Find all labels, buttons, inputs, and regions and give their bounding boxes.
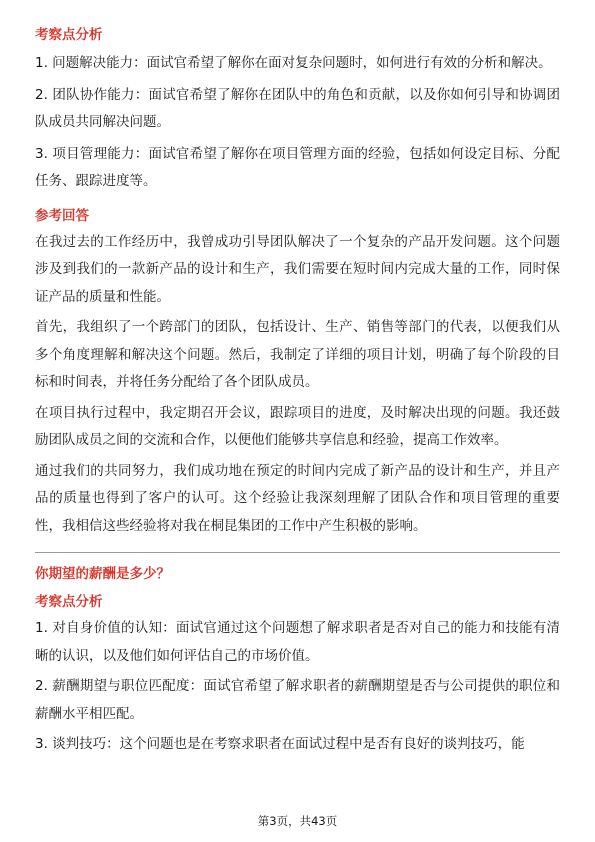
- section-heading-analysis-1: 考察点分析: [35, 27, 103, 43]
- section-divider: [35, 552, 560, 553]
- question-heading: 你期望的薪酬是多少？: [35, 566, 170, 582]
- analysis-item-1: 1. 问题解决能力：面试官希望了解你在面对复杂问题时，如何进行有效的分析和解决。: [35, 55, 552, 71]
- answer-paragraph-1: 在我过去的工作经历中，我曾成功引导团队解决了一个复杂的产品开发问题。这个问题涉及到我们的一款新产品的设计和生产，我们需要在短时间内完成大量的工作，同时保证产品的质量和性能。: [35, 233, 560, 305]
- analysis-item-3: 3. 项目管理能力：面试官希望了解你在项目管理方面的经验，包括如何设定目标、分配任务、跟踪进度等。: [35, 145, 560, 189]
- page-number-footer: 第3页，共43页: [257, 814, 338, 828]
- analysis-item-4: 1. 对自身价值的认知：面试官通过这个问题想了解求职者是否对自己的能力和技能有清晰的认识，以及他们如何评估自己的市场价值。: [35, 620, 560, 664]
- document-page: [35, 0, 560, 759]
- answer-paragraph-2: 首先，我组织了一个跨部门的团队，包括设计、生产、销售等部门的代表，以便我们从多个角度理解和解决这个问题。然后，我制定了详细的项目计划，明确了每个阶段的目标和时间表，并将任务分配给了各个团队成员。: [35, 319, 560, 390]
- analysis-item-5: 2. 薪酬期望与职位匹配度：面试官希望了解求职者的薪酬期望是否与公司提供的职位和薪酬水平相匹配。: [35, 678, 560, 722]
- section-heading-analysis-2: 考察点分析: [35, 594, 103, 610]
- answer-paragraph-4: 通过我们的共同努力，我们成功地在预定的时间内完成了新产品的设计和生产，并且产品的质量也得到了客户的认可。这个经验让我深刻理解了团队合作和项目管理的重要性，我相信这些经验将对我在桐昆集团的工作中产生积极的影响。: [35, 462, 560, 534]
- section-heading-answer: 参考回答: [35, 207, 89, 224]
- analysis-item-6: 3. 谈判技巧：这个问题也是在考察求职者在面试过程中是否有良好的谈判技巧，能: [35, 736, 525, 752]
- analysis-item-2: 2. 团队协作能力：面试官希望了解你在团队中的角色和贡献，以及你如何引导和协调团队成员共同解决问题。: [35, 86, 560, 130]
- answer-paragraph-3: 在项目执行过程中，我定期召开会议，跟踪项目的进度，及时解决出现的问题。我还鼓励团队成员之间的交流和合作，以便他们能够共享信息和经验，提高工作效率。: [35, 404, 560, 448]
